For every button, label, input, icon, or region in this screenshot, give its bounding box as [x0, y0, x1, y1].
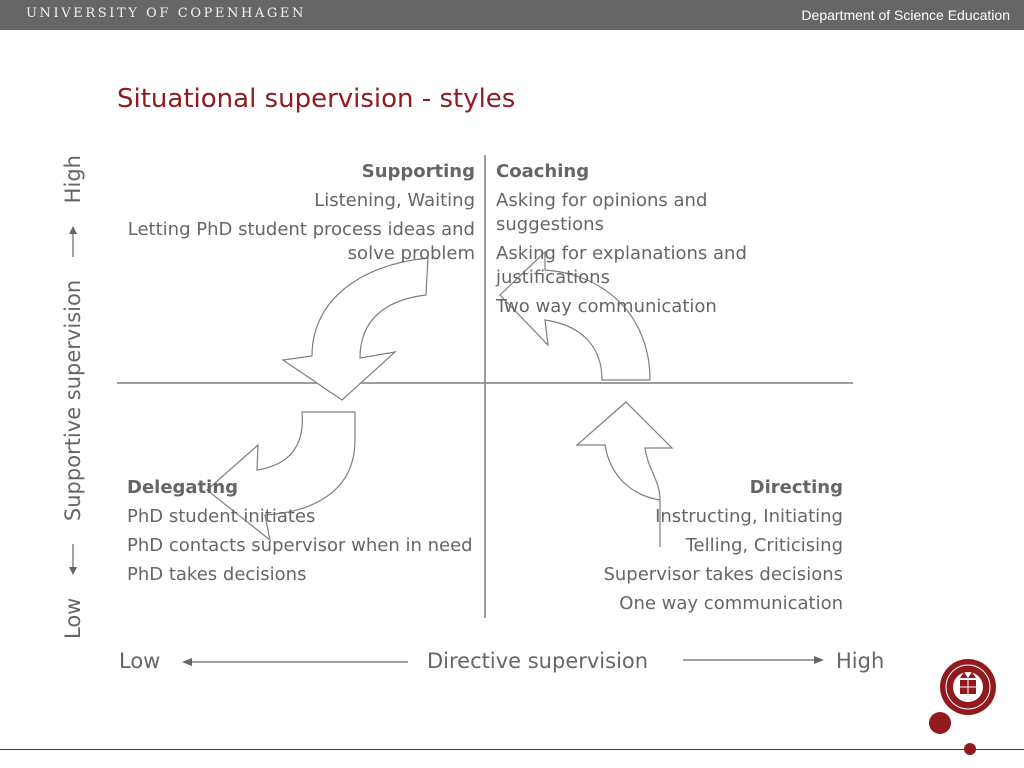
quadrant-coaching [496, 160, 796, 324]
quadrant-heading-supporting: Supporting [361, 161, 475, 182]
slide-title: Situational supervision - styles [117, 84, 516, 114]
quadrant-text: PhD contacts supervisor when in need [127, 535, 473, 556]
quadrant-text: Asking for opinions and suggestions [496, 190, 708, 235]
university-name: UNIVERSITY OF COPENHAGEN [26, 6, 306, 21]
vertical-axis-low: Low [61, 597, 85, 639]
footer-rule [0, 749, 1024, 750]
left-arrow-icon [67, 543, 79, 575]
decor-dot-large [929, 712, 951, 734]
quadrant-text: Instructing, Initiating [655, 506, 843, 527]
department-name: Department of Science Education [801, 7, 1010, 23]
quadrant-delegating [127, 476, 487, 592]
quadrant-text: Supervisor takes decisions [603, 564, 843, 585]
quadrant-text: Two way communication [496, 296, 717, 317]
quadrant-text: Telling, Criticising [685, 535, 843, 556]
quadrant-heading-delegating: Delegating [127, 477, 239, 498]
cycle-arrow-supporting-to-delegating [283, 258, 428, 400]
quadrant-text: PhD takes decisions [127, 564, 307, 585]
quadrant-text: Asking for explanations and justifications [496, 243, 747, 288]
vertical-axis-high: High [61, 155, 85, 204]
quadrant-heading-directing: Directing [749, 477, 843, 498]
university-seal-icon [940, 659, 996, 715]
quadrant-text: PhD student initiates [127, 506, 316, 527]
horizontal-axis-low: Low [119, 649, 161, 673]
horizontal-high-arrow-icon [814, 656, 824, 664]
horizontal-low-arrow-icon [182, 658, 192, 666]
vertical-axis-title: Supportive supervision [61, 279, 85, 522]
horizontal-axis-high: High [836, 649, 885, 673]
quadrant-directing [500, 476, 843, 621]
right-arrow-icon [67, 226, 79, 258]
vertical-axis-label [60, 155, 86, 639]
quadrant-text: One way communication [619, 593, 843, 614]
quadrant-heading-coaching: Coaching [496, 161, 590, 182]
horizontal-axis-title: Directive supervision [427, 649, 649, 673]
quadrant-text: Letting PhD student process ideas and solve problem [127, 219, 475, 264]
quadrant-supporting [117, 160, 475, 271]
quadrant-text: Listening, Waiting [314, 190, 475, 211]
